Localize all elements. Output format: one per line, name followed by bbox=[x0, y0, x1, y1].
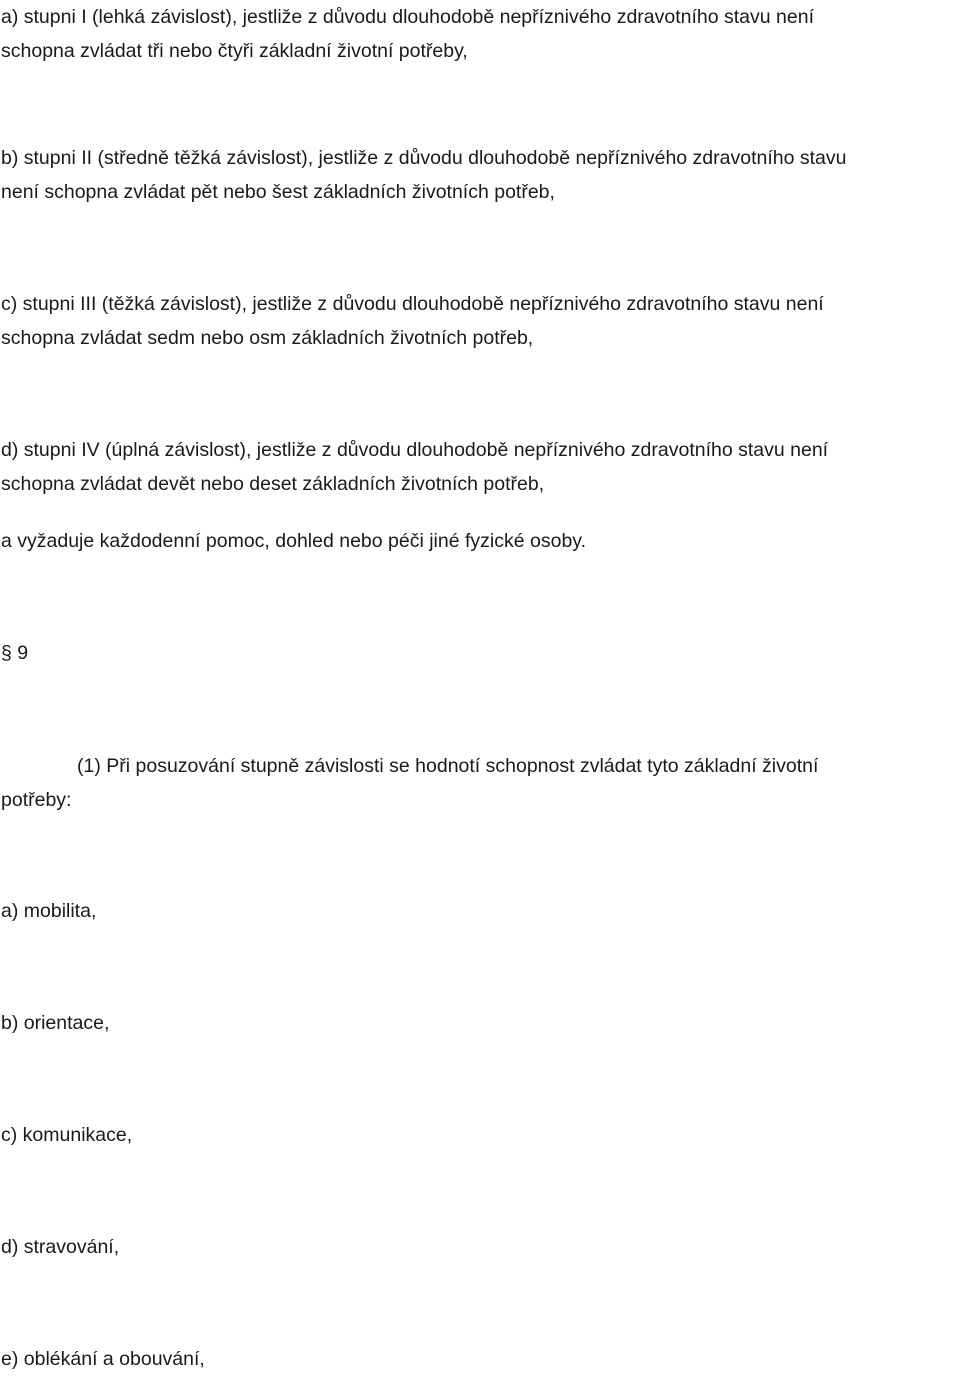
dependency-level-2-paragraph bbox=[1, 141, 956, 209]
list-item: d) stravování, bbox=[1, 1236, 120, 1258]
list-item: a) mobilita, bbox=[1, 900, 97, 922]
list-item: c) komunikace, bbox=[1, 1124, 133, 1146]
dependency-level-1-paragraph bbox=[1, 0, 956, 68]
closing-sentence: a vyžaduje každodenní pomoc, dohled nebo péči jiné fyzické osoby. bbox=[1, 530, 587, 552]
paragraph-line: d) stupni IV (úplná závislost), jestliže z důvodu dlouhodobě nepříznivého zdravotního stavu není bbox=[1, 439, 829, 461]
dependency-level-3-paragraph bbox=[1, 287, 956, 355]
paragraph-line: schopna zvládat sedm nebo osm základních životních potřeb, bbox=[1, 327, 534, 349]
section-intro-paragraph bbox=[1, 749, 956, 817]
paragraph-line: a) stupni I (lehká závislost), jestliže z důvodu dlouhodobě nepříznivého zdravotního stavu není bbox=[1, 6, 814, 28]
intro-line: potřeby: bbox=[1, 789, 72, 811]
dependency-level-4-paragraph bbox=[1, 433, 956, 501]
list-item: b) orientace, bbox=[1, 1012, 110, 1034]
paragraph-line: b) stupni II (středně těžká závislost), jestliže z důvodu dlouhodobě nepříznivého zdravotního stavu bbox=[1, 147, 847, 169]
paragraph-line: není schopna zvládat pět nebo šest základních životních potřeb, bbox=[1, 181, 555, 203]
intro-line: (1) Při posuzování stupně závislosti se hodnotí schopnost zvládat tyto základní životní bbox=[77, 755, 819, 777]
paragraph-line: schopna zvládat tři nebo čtyři základní životní potřeby, bbox=[1, 40, 468, 62]
list-item: e) oblékání a obouvání, bbox=[1, 1348, 205, 1370]
paragraph-line: schopna zvládat devět nebo deset základních životních potřeb, bbox=[1, 473, 545, 495]
section-heading: § 9 bbox=[1, 642, 29, 664]
paragraph-line: c) stupni III (těžká závislost), jestliže z důvodu dlouhodobě nepříznivého zdravotního stavu není bbox=[1, 293, 824, 315]
